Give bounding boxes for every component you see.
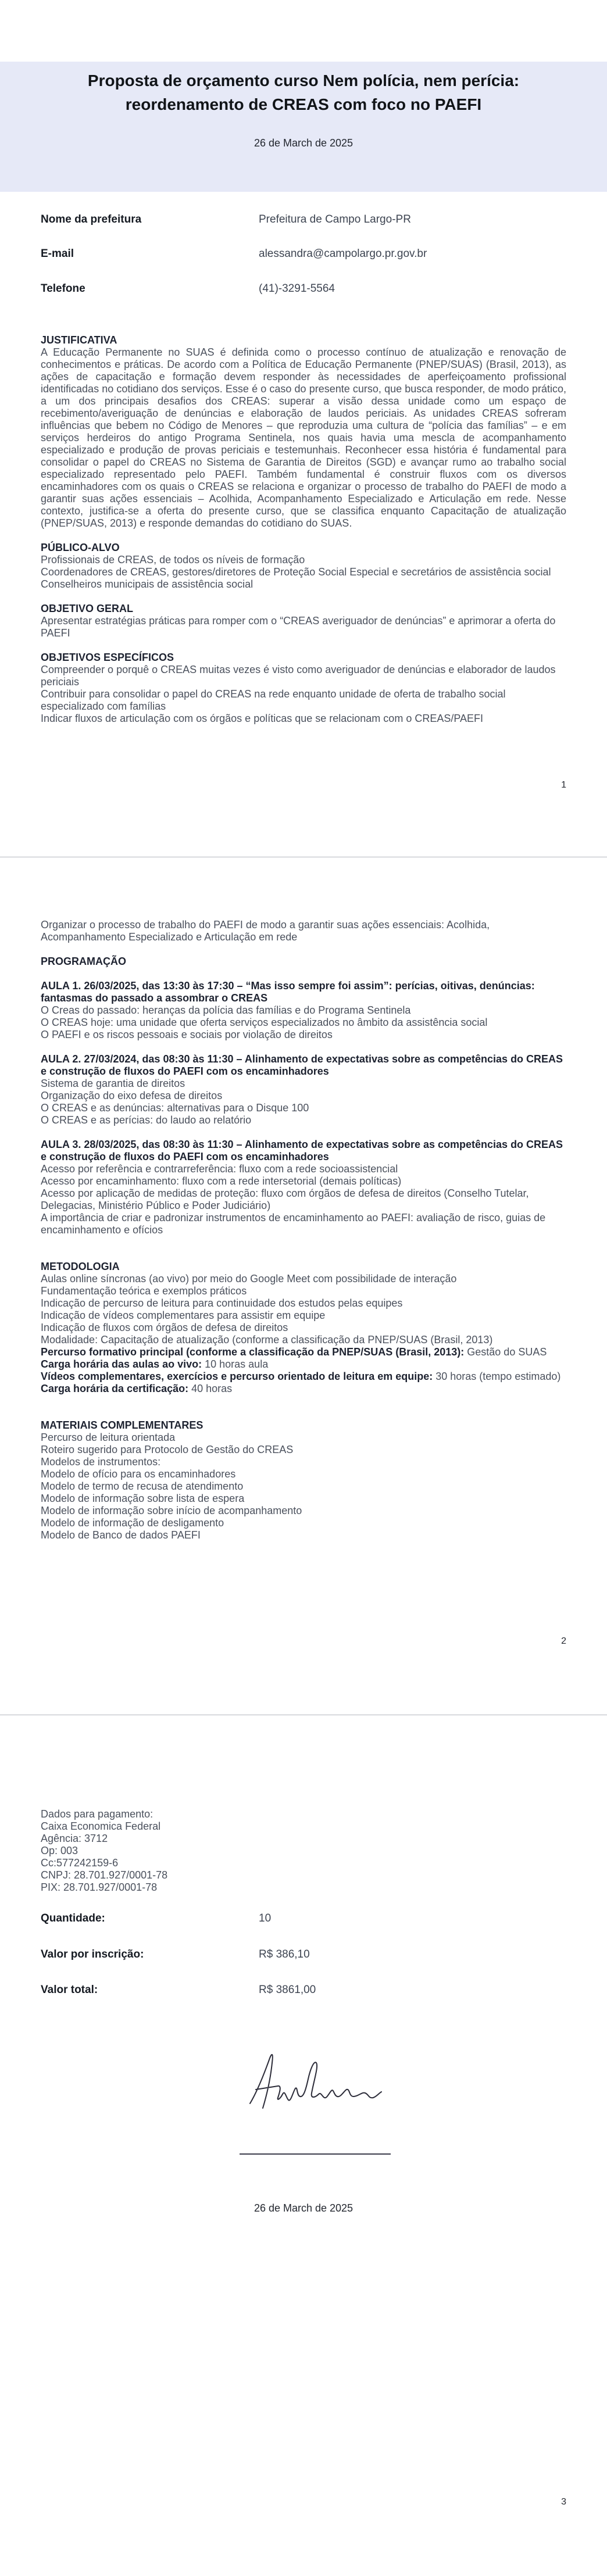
section-page1 — [41, 334, 566, 725]
list-item: Conselheiros municipais de assistência social — [41, 578, 253, 590]
list-item: A importância de criar e padronizar instrumentos de encaminhamento ao PAEFI: avaliação de risco, guias de encaminhamento e ofícios — [41, 1212, 546, 1236]
pagamento-line: Caixa Economica Federal — [41, 1820, 161, 1832]
document-title: Proposta de orçamento curso Nem polícia, nem perícia: reordenamento de CREAS com foco no PAEFI — [87, 71, 520, 113]
list-item: O CREAS e as denúncias: alternativas para o Disque 100 — [41, 1102, 309, 1114]
field-value: (41)-3291-5564 — [259, 282, 335, 295]
programacao-title: PROGRAMAÇÃO — [41, 956, 126, 967]
list-item: Fundamentação teórica e exemplos práticos — [41, 1285, 247, 1297]
page-number: 2 — [561, 1636, 566, 1646]
list-item: Modelo de termo de recusa de atendimento — [41, 1480, 244, 1492]
justificativa-title: JUSTIFICATIVA — [41, 334, 117, 346]
certificacao-label: Carga horária da certificação: — [41, 1383, 189, 1394]
document-date: 26 de March de 2025 — [253, 137, 354, 149]
page-2 — [0, 857, 607, 1715]
field-label: Valor por inscrição: — [41, 1948, 144, 1960]
carga-aulas-value: 10 horas aula — [202, 1358, 269, 1370]
field-value: alessandra@campolargo.pr.gov.br — [259, 248, 427, 260]
objetivo-geral-title: OBJETIVO GERAL — [41, 603, 134, 614]
list-item: O PAEFI e os riscos pessoais e sociais por violação de direitos — [41, 1029, 333, 1040]
list-item: Acesso por referência e contrarreferência: fluxo com a rede socioassistencial — [41, 1163, 398, 1175]
pagamento-block — [41, 1808, 566, 1894]
pagamento-line: Op: 003 — [41, 1845, 78, 1856]
pagamento-line: Cc:577242159-6 — [41, 1857, 119, 1869]
videos-value: 30 horas (tempo estimado) — [433, 1371, 561, 1382]
list-item: Indicação de vídeos complementares para assistir em equipe — [41, 1310, 326, 1321]
videos-label: Vídeos complementares, exercícios e percurso orientado de leitura em equipe: — [41, 1371, 433, 1382]
field-value: Prefeitura de Campo Largo-PR — [259, 213, 411, 226]
list-item: Modelo de ofício para os encaminhadores — [41, 1468, 236, 1480]
list-item: Modelos de instrumentos: — [41, 1456, 161, 1468]
list-item: Acesso por encaminhamento: fluxo com a rede intersetorial (demais políticas) — [41, 1175, 402, 1187]
page-3 — [0, 1715, 607, 2576]
list-item: Profissionais de CREAS, de todos os níveis de formação — [41, 554, 305, 566]
pagamento-line: Dados para pagamento: — [41, 1808, 153, 1820]
field-label: Nome da prefeitura — [41, 213, 142, 226]
list-item: Indicação de fluxos com órgãos de defesa de direitos — [41, 1322, 288, 1333]
signature-date: 26 de March de 2025 — [253, 2202, 354, 2214]
carga-aulas-label: Carga horária das aulas ao vivo: — [41, 1358, 202, 1370]
list-item: Organização do eixo defesa de direitos — [41, 1090, 223, 1101]
list-item: Modelo de Banco de dados PAEFI — [41, 1529, 201, 1541]
field-value: 10 — [259, 1912, 272, 1924]
aula-1-title: AULA 1. 26/03/2025, das 13:30 às 17:30 – “Mas isso sempre foi assim”: perícias, oitivas, denúncias: fantasmas do passado a assombrar o CREAS — [41, 980, 535, 1004]
list-item: Acesso por aplicação de medidas de proteção: fluxo com órgãos de defesa de direitos (Conselho Tutelar, Delegacias, Ministério Público e Poder Judiciário) — [41, 1187, 529, 1211]
list-item: Aulas online síncronas (ao vivo) por meio do Google Meet com possibilidade de interação — [41, 1273, 457, 1285]
videos-line — [41, 1371, 566, 1383]
list-item: O CREAS hoje: uma unidade que oferta serviços especializados no âmbito da assistência social — [41, 1017, 488, 1028]
list-item: Organizar o processo de trabalho do PAEFI de modo a garantir suas ações essenciais: Acolhida, Acompanhamento Especializado e Articulação em rede — [41, 919, 490, 943]
page-number: 3 — [561, 2497, 566, 2507]
aula-3-title: AULA 3. 28/03/2025, das 08:30 às 11:30 – Alinhamento de expectativas sobre as competências do CREAS e construção de fluxos do PAEFI com os encaminhadores — [41, 1139, 563, 1162]
field-label: Quantidade: — [41, 1912, 105, 1924]
list-item: Sistema de garantia de direitos — [41, 1078, 185, 1089]
justificativa-text: A Educação Permanente no SUAS é definida como o processo contínuo de atualização e renovação de conhecimentos e práticas. De acordo com a Política de Educação Permanente (PNEP/SUAS) (Brasil, 2013), as ações de capacitação e formação devem responder às necessidades de aperfeiçoamento profissional identificadas no cotidiano dos serviços. Esse é o caso do presente curso, que busca responder, de modo prático, a um dos principais desafios dos CREAS: superar a visão dessa unidade como um espaço de recebimento/averiguação de denúncias e elaboração de laudos periciais. As unidades CREAS sofreram influências que bebem no Código de Menores – que reproduzia uma cultura de “polícia das famílias” – e em serviços herdeiros do antigo Programa Sentinela, nos quais havia uma mescla de acompanhamento especializado e produção de provas periciais e testemunhais. Reconhecer essa história é fundamental para consolidar o papel do CREAS no Sistema de Garantia de Direitos (SGD) e avançar rumo ao trabalho social especializado representado pelo PAEFI. Também fundamental é construir fluxos com os diversos encaminhadores com os quais o CREAS se relaciona e organizar o processo de trabalho do PAEFI de modo a garantir suas ações essenciais – Acolhida, Acompanhamento Especializado e Articulação em rede. Nesse contexto, justifica-se a oferta do presente curso, que se classifica enquanto Capacitação de atualização (PNEP/SUAS, 2013) e responde demandas do cotidiano do SUAS. — [41, 346, 566, 529]
list-item: Roteiro sugerido para Protocolo de Gestão do CREAS — [41, 1444, 294, 1455]
field-label: Telefone — [41, 282, 85, 295]
list-item: O Creas do passado: heranças da polícia das famílias e do Programa Sentinela — [41, 1004, 411, 1016]
metodologia-title: METODOLOGIA — [41, 1261, 120, 1272]
signature-line — [240, 2153, 391, 2155]
objetivo-geral-text: Apresentar estratégias práticas para romper com o “CREAS averiguador de denúncias” e aprimorar a oferta do PAEFI — [41, 615, 556, 639]
certificacao-value: 40 horas — [188, 1383, 233, 1394]
list-item: Modelo de informação sobre lista de espera — [41, 1493, 245, 1504]
pagamento-line: CNPJ: 28.701.927/0001-78 — [41, 1869, 168, 1881]
list-item: Indicar fluxos de articulação com os órgãos e políticas que se relacionam com o CREAS/PAEFI — [41, 713, 484, 724]
list-item: Modalidade: Capacitação de atualização (conforme a classificação da PNEP/SUAS (Brasil, 2013) — [41, 1334, 493, 1346]
field-label: E-mail — [41, 248, 74, 260]
aula-2-title: AULA 2. 27/03/2024, das 08:30 às 11:30 – Alinhamento de expectativas sobre as competências do CREAS e construção de fluxos do PAEFI com os encaminhadores — [41, 1053, 563, 1077]
carga-aulas-line — [41, 1358, 566, 1371]
list-item: Contribuir para consolidar o papel do CREAS na rede enquanto unidade de oferta de trabalho social especializado com famílias — [41, 688, 506, 712]
page-1 — [0, 0, 607, 857]
publico-title: PÚBLICO-ALVO — [41, 542, 120, 553]
list-item: Indicação de percurso de leitura para continuidade dos estudos pelas equipes — [41, 1297, 403, 1309]
percurso-line — [41, 1346, 566, 1358]
list-item: Modelo de informação de desligamento — [41, 1517, 224, 1529]
pagamento-line: Agência: 3712 — [41, 1833, 108, 1844]
field-label: Valor total: — [41, 1984, 98, 1996]
field-value: R$ 386,10 — [259, 1948, 310, 1960]
list-item: Compreender o porquê o CREAS muitas vezes é visto como averiguador de denúncias e elaborador de laudos periciais — [41, 664, 556, 688]
list-item: Modelo de informação sobre início de acompanhamento — [41, 1505, 302, 1516]
percurso-value: Gestão do SUAS — [464, 1346, 547, 1358]
objetivos-especificos-title: OBJETIVOS ESPECÍFICOS — [41, 652, 174, 663]
materiais-title: MATERIAIS COMPLEMENTARES — [41, 1419, 203, 1431]
list-item: O CREAS e as perícias: do laudo ao relatório — [41, 1114, 252, 1126]
list-item: Coordenadores de CREAS, gestores/diretores de Proteção Social Especial e secretários de assistência social — [41, 566, 551, 578]
section-page2 — [41, 919, 566, 1541]
page-number: 1 — [561, 780, 566, 790]
field-value: R$ 3861,00 — [259, 1984, 316, 1996]
certificacao-line — [41, 1383, 566, 1395]
signature — [240, 2045, 391, 2121]
pagamento-line: PIX: 28.701.927/0001-78 — [41, 1881, 158, 1893]
percurso-label: Percurso formativo principal (conforme a classificação da PNEP/SUAS (Brasil, 2013): — [41, 1346, 465, 1358]
list-item: Percurso de leitura orientada — [41, 1432, 176, 1443]
